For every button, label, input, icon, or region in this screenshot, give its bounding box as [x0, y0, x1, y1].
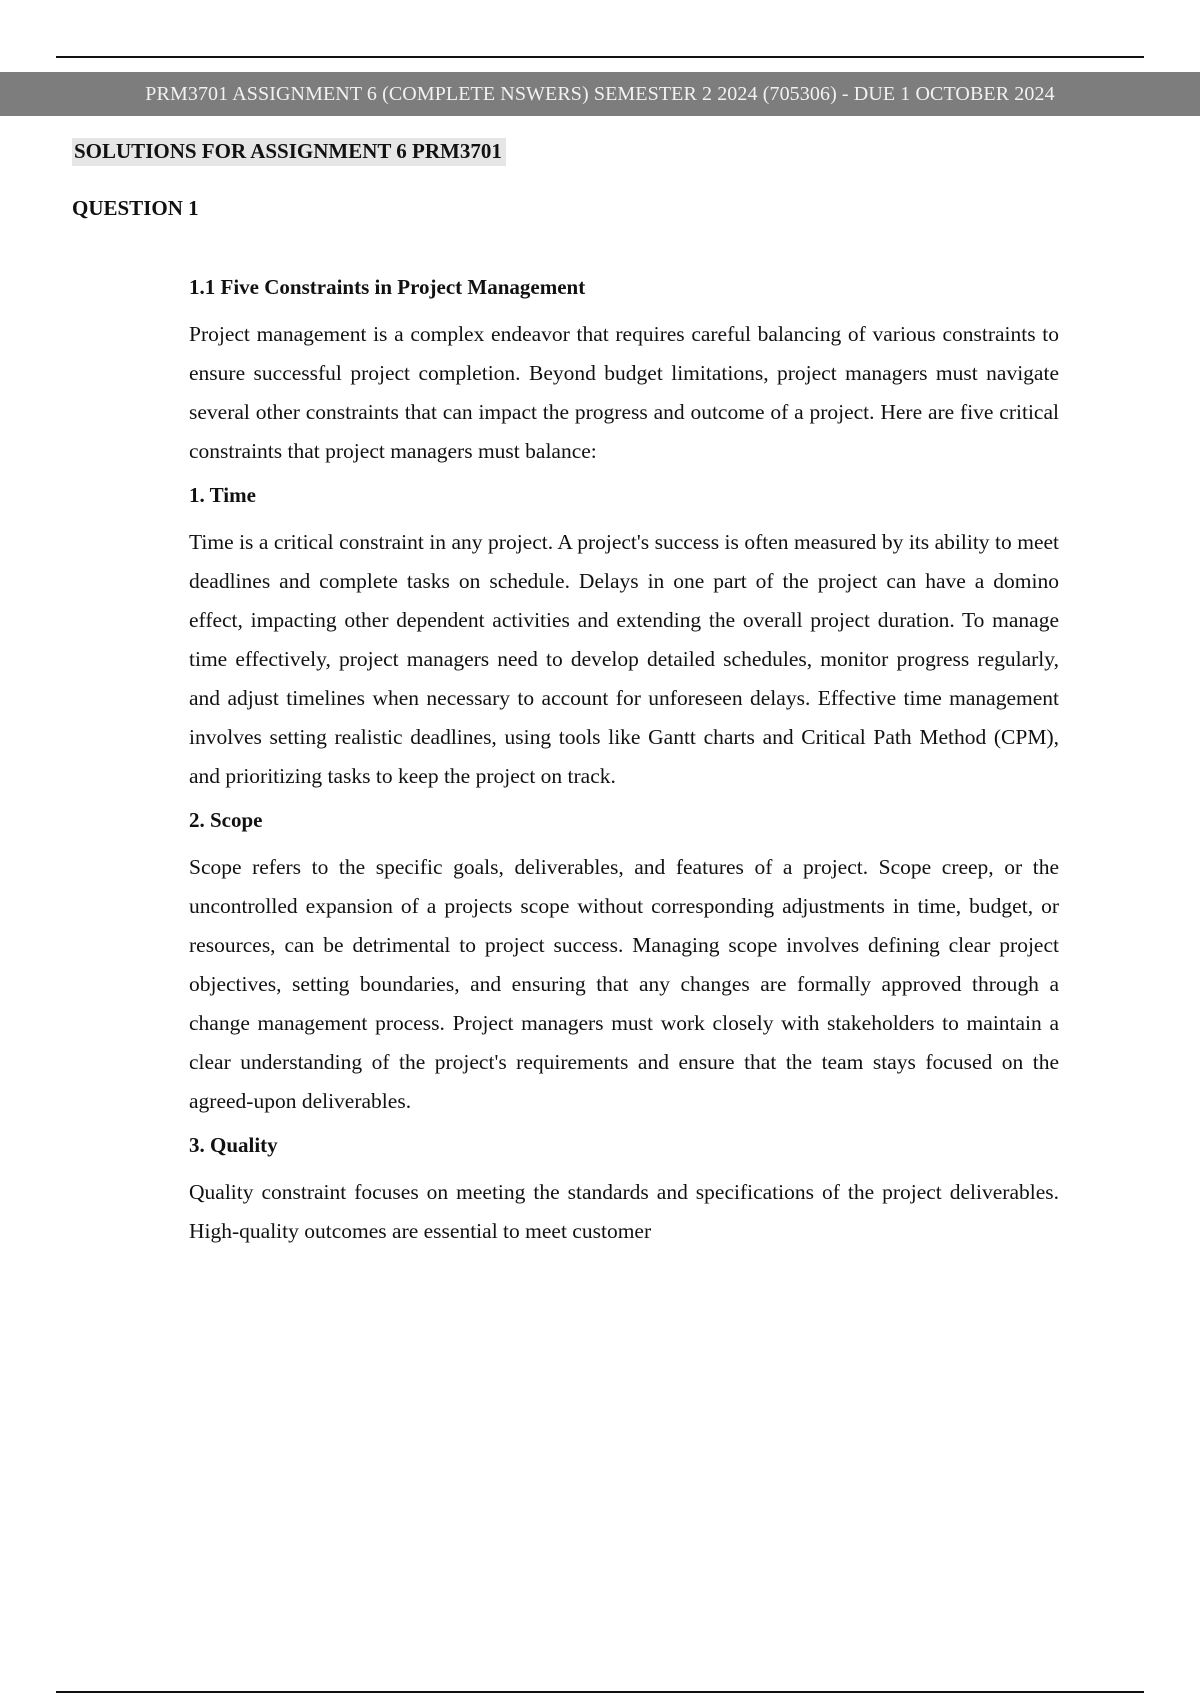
question-label: QUESTION 1 — [72, 196, 199, 220]
document-title: SOLUTIONS FOR ASSIGNMENT 6 PRM3701 — [72, 138, 506, 166]
section-heading: 1.1 Five Constraints in Project Management — [189, 275, 586, 299]
intro-paragraph: Project management is a complex endeavor that requires careful balancing of various constraints to ensure successful project completion. Beyond budget limitations, project managers must navigate several other constraints that can impact the progress and outcome of a project. Here are five critical constraints that project managers must balance: — [189, 322, 1059, 463]
constraint-time-paragraph: Time is a critical constraint in any project. A project's success is often measured by its ability to meet deadlines and complete tasks on schedule. Delays in one part of the project can have a domino effect, impacting other dependent activities and extending the overall project duration. To manage time effectively, project managers need to develop detailed schedules, monitor progress regularly, and adjust timelines when necessary to account for unforeseen delays. Effective time management involves setting realistic deadlines, using tools like Gantt charts and Critical Path Method (CPM), and prioritizing tasks to keep the project on track. — [189, 530, 1059, 788]
header-banner-text: PRM3701 ASSIGNMENT 6 (COMPLETE NSWERS) SEMESTER 2 2024 (705306) - DUE 1 OCTOBER 2024 — [145, 82, 1055, 105]
bottom-rule — [56, 1691, 1144, 1693]
constraint-quality-heading: 3. Quality — [189, 1133, 278, 1157]
constraint-scope-heading: 2. Scope — [189, 808, 263, 832]
document-body — [189, 272, 1059, 1260]
constraint-quality-paragraph: Quality constraint focuses on meeting the standards and specifications of the project deliverables. High-quality outcomes are essential to meet customer — [189, 1180, 1059, 1243]
constraint-time-heading: 1. Time — [189, 483, 256, 507]
constraint-scope-paragraph: Scope refers to the specific goals, deliverables, and features of a project. Scope creep, or the uncontrolled expansion of a projects scope without corresponding adjustments in time, budget, or resources, can be detrimental to project success. Managing scope involves defining clear project objectives, setting boundaries, and ensuring that any changes are formally approved through a change management process. Project managers must work closely with stakeholders to maintain a clear understanding of the project's requirements and ensure that the team stays focused on the agreed-upon deliverables. — [189, 855, 1059, 1113]
top-rule — [56, 56, 1144, 58]
header-banner — [0, 72, 1200, 116]
